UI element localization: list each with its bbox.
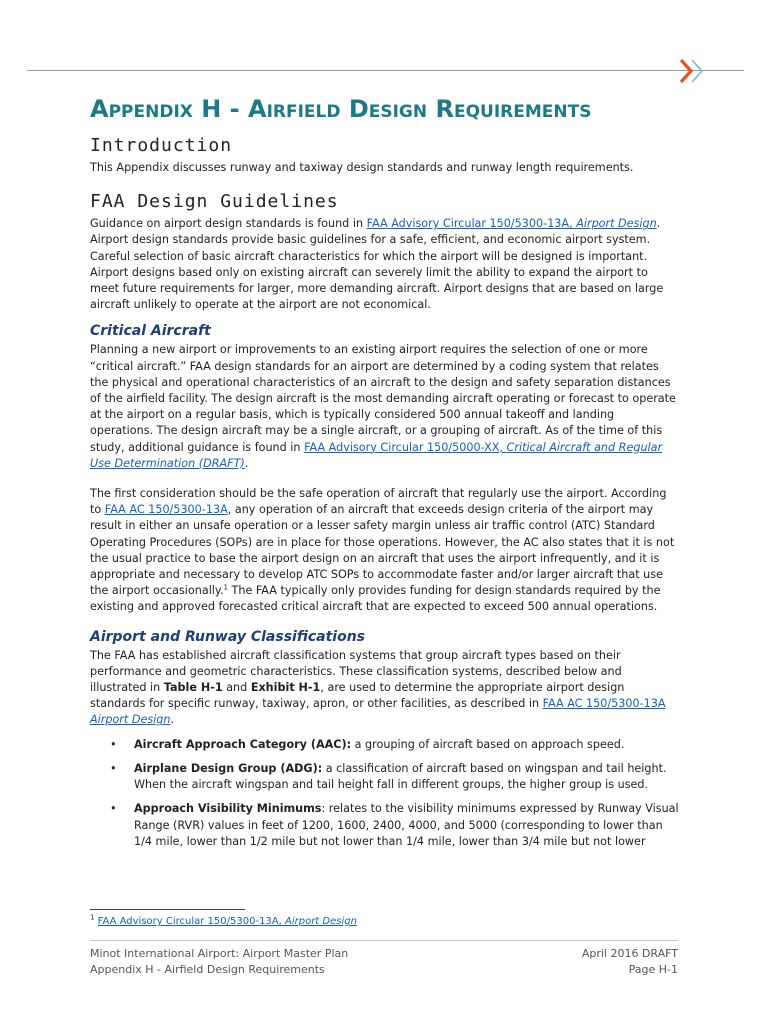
page-title: Appendix H - Airfield Design Requirements: [90, 95, 592, 123]
class-text-mid: and: [222, 681, 251, 695]
subsection-heading-classifications: Airport and Runway Classifications: [90, 628, 366, 645]
subsection-heading-critical-aircraft: Critical Aircraft: [90, 323, 211, 340]
double-chevron-right-icon: [677, 57, 707, 85]
critical-paragraph-2: [90, 486, 680, 616]
footnote-link[interactable]: [98, 916, 357, 927]
classification-list: [90, 737, 680, 850]
header-rule: [27, 70, 744, 71]
classifications-paragraph: [90, 648, 680, 729]
critical-p2-text-c: The FAA typically only provides funding for design standards required by the existing and approved forecasted critical aircraft that are expected to exceed 500 annual operations.: [90, 584, 661, 614]
footnote: [90, 915, 357, 929]
list-item: [110, 761, 680, 793]
bullet-icon: •: [110, 802, 117, 816]
section-heading-faa-design-guidelines: FAA Design Guidelines: [90, 191, 339, 213]
faa-ac-link-text: FAA Advisory Circular 150/5300-13A,: [366, 217, 577, 231]
list-item: [110, 737, 680, 753]
critical-p1-text: Planning a new airport or improvements to an existing airport requires the selection of one or more “critical aircraft.” FAA design standards for an airport are determined by a coding system that relates the physical and operational characteristics of an aircraft to the design and safety separation distances of the airfield facility. The design aircraft is the most demanding aircraft operating or forecast to operate at the airport on a regular basis, which is typically considered 500 annual takeoff and landing operations. The design aircraft may be a single aircraft, or a grouping of aircraft. As of the time of this study, additional guidance is found in: [90, 343, 676, 454]
critical-p2-text-a: The first consideration should be the safe operation of aircraft that regularly use the airport. According to: [90, 487, 667, 517]
faa-ac-link-title: Airport Design: [576, 217, 657, 231]
critical-link-title: Critical Aircraft and Regular Use Determination (DRAFT): [90, 440, 663, 470]
list-item-term: Aircraft Approach Category (AAC):: [134, 737, 352, 751]
footer-rule: [90, 940, 678, 941]
footnote-link-text: FAA Advisory Circular 150/5300-13A,: [97, 916, 285, 927]
list-item-text: a grouping of aircraft based on approach speed.: [351, 737, 625, 751]
class-text-a: The FAA has established aircraft classification systems that group aircraft types based on their performance and geometric characteristics. These classification systems, described below and illustrated in: [90, 648, 622, 695]
list-item-text: a classification of aircraft based on wingspan and tail height. When the aircraft wingspan and tail height fall in different groups, the higher group is used.: [134, 761, 667, 792]
faa-text-end: . Airport design standards provide basic guidelines for a safe, efficient, and economic airport system. Careful selection of basic aircraft characteristics for which the airport will be designed is important. Airport designs based only on existing aircraft can severely limit the ability to expand the airport to meet future requirements for larger, more demanding aircraft. Airport designs that are based on large aircraft unlikely to operate at the airport are not economical.: [90, 217, 664, 312]
faa-text-start: Guidance on airport design standards is found in: [90, 217, 367, 231]
class-text-end: .: [170, 713, 175, 727]
footnote-number: 1: [90, 913, 95, 922]
bullet-icon: •: [110, 737, 117, 751]
critical-p2-text-b: , any operation of an aircraft that exceeds design criteria of the airport may result in either an unsafe operation or a lesser safety margin unless air traffic control (ATC) Standard Operating Procedures (SOPs) are in place for those operations. However, the AC also states that it is not the usual practice to base the airport design on an aircraft that uses the airport infrequently, and it is appropriate and necessary to develop ATC SOPs to accommodate faster and/or larger aircraft that use the airport occasionally.: [90, 503, 675, 598]
intro-paragraph: This Appendix discusses runway and taxiway design standards and runway length requirements.: [90, 161, 634, 174]
critical-link-text: FAA Advisory Circular 150/5000-XX,: [304, 440, 507, 454]
footer-document-title: Minot International Airport: Airport Master Plan: [90, 947, 349, 960]
footer-right: [582, 946, 678, 977]
faa-paragraph: [90, 216, 680, 313]
list-item-term: Approach Visibility Minimums: [134, 802, 322, 816]
main-content: [90, 92, 680, 858]
critical-p1-end: .: [244, 456, 249, 470]
table-ref: Table H-1: [163, 681, 223, 695]
faa-ac-link-2[interactable]: FAA AC 150/5300-13A: [104, 503, 228, 517]
footer-appendix-title: Appendix H - Airfield Design Requirements: [90, 962, 325, 976]
exhibit-ref: Exhibit H-1: [250, 681, 321, 695]
list-item-term: Airplane Design Group (ADG):: [134, 761, 323, 775]
footnote-ref[interactable]: 1: [223, 583, 228, 592]
bullet-icon: •: [110, 761, 117, 775]
list-item-text: : relates to the visibility minimums expressed by Runway Visual Range (RVR) values in feet of 1200, 1600, 2400, 4000, and 5000 (corresponding to lower than 1/4 mile, lower than 1/2 mile but not lower than 1/4 mile, lower than 3/4 mile but not lower: [134, 802, 679, 848]
footer-left: [90, 946, 348, 977]
class-link-text: FAA AC 150/5300-13A: [542, 697, 666, 711]
section-heading-introduction: Introduction: [90, 135, 233, 156]
footnote-rule: [90, 909, 245, 910]
class-link-title: Airport Design: [90, 713, 171, 727]
class-text-b: , are used to determine the appropriate airport design standards for specific runway, taxiway, apron, or other facilities, as described in: [90, 681, 625, 711]
faa-ac-link[interactable]: [367, 217, 657, 230]
list-item: [110, 801, 680, 850]
critical-paragraph-1: [90, 342, 680, 472]
footer-date: April 2016 DRAFT: [581, 947, 678, 960]
footer-page-number: Page H-1: [628, 962, 678, 976]
footnote-link-title: Airport Design: [285, 916, 357, 927]
